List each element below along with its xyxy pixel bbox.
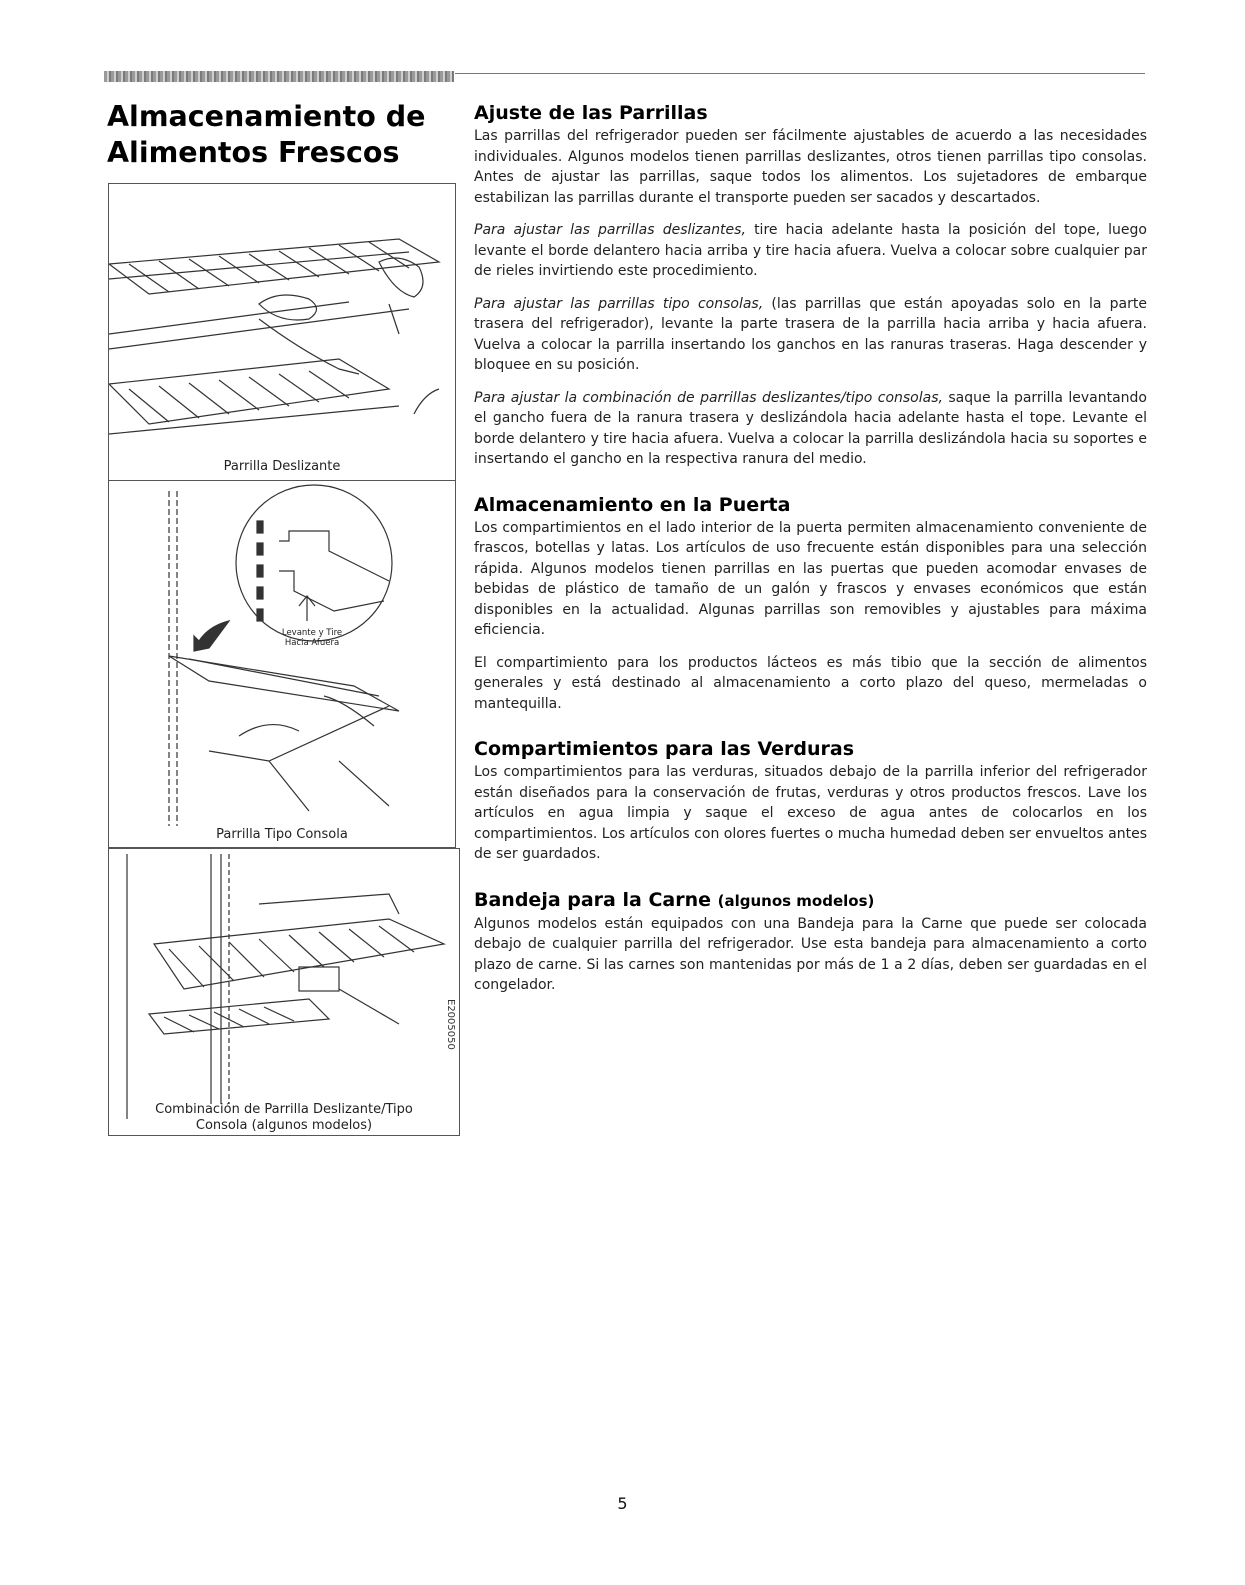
callout-line2: Hacia Afuera xyxy=(284,638,340,648)
paragraph-puerta-1: Los compartimientos en el lado interior de la puerta permiten almacenamiento conveniente de frascos, botellas y latas. Los artículos de uso frecuente están disponibles para una selección rápida. Algunos modelos tienen parrillas en las puertas que pueden acomodar envases de bebidas de plástico de tamaño de un galón y frascos y envases económicos que están disponibles en la actualidad. Algunas parrillas son removibles y ajustables para máxima eficiencia. xyxy=(474,519,1147,638)
heading-verduras: Compartimientos para las Verduras xyxy=(474,738,854,760)
italic-lead-combination: Para ajustar la combinación de parrillas deslizantes/tipo consolas, xyxy=(474,389,943,406)
figure-cantilever-shelf xyxy=(108,480,456,848)
figure-caption-combination-shelf xyxy=(109,1102,459,1134)
figure-combination-shelf xyxy=(108,848,460,1136)
callout-lift-and-pull xyxy=(277,628,347,648)
figure-caption-sliding-shelf: Parrilla Deslizante xyxy=(223,459,341,474)
heading-carne-main: Bandeja para la Carne xyxy=(474,888,711,911)
italic-lead-sliding: Para ajustar las parrillas deslizantes, xyxy=(474,222,746,238)
sliding-shelf-illustration xyxy=(109,184,455,480)
header-rule-band xyxy=(104,71,454,82)
figure-caption-combination-line1: Combinación de Parrilla Deslizante/Tipo xyxy=(155,1102,413,1117)
paragraph-ajuste-2 xyxy=(474,220,1147,282)
page-title-line2: Alimentos Frescos xyxy=(107,136,400,169)
figure-caption-combination-line2: Consola (algunos modelos) xyxy=(195,1118,373,1133)
header-rule-line xyxy=(455,73,1145,74)
heading-ajuste: Ajuste de las Parrillas xyxy=(474,102,708,124)
callout-line1: Levante y Tire xyxy=(281,628,343,638)
combination-shelf-illustration xyxy=(109,849,459,1135)
heading-puerta: Almacenamiento en la Puerta xyxy=(474,493,791,516)
text-combination: saque la parrilla levantando el gancho fuera de la ranura trasera y deslizándola hacia adelante hasta el tope. Levante el borde delantero y tire hacia afuera. Vuelva a colocar la parrilla deslizándola hacia su soportes e insertando el gancho en la respectiva ranura del medio. xyxy=(474,389,1147,467)
figure-sliding-shelf xyxy=(108,183,456,481)
cantilever-shelf-illustration xyxy=(109,481,455,847)
heading-carne-sub: (algunos modelos) xyxy=(717,891,875,910)
paragraph-ajuste-1: Las parrillas del refrigerador pueden ser fácilmente ajustables de acuerdo a las necesidades individuales. Algunos modelos tienen parrillas deslizantes, otros tienen parrillas tipo consolas. Antes de ajustar las parrillas, saque todos los alimentos. Los sujetadores de embarque estabilizan las parrillas durante el transporte pueden ser sacados y descartados. xyxy=(474,128,1147,206)
figure-caption-cantilever-shelf: Parrilla Tipo Consola xyxy=(216,827,348,842)
page-title xyxy=(107,99,447,171)
figure-code: E2005050 xyxy=(445,999,456,1050)
heading-carne xyxy=(474,887,1147,914)
text-cantilever: (las parrillas que están apoyadas solo en la parte trasera del refrigerador), levante la parte trasera de la parrilla hacia arriba y hacia afuera. Vuelva a colocar la parrilla insertando los ganchos en las ranuras traseras. Haga descender y bloquee en su posición. xyxy=(474,295,1147,373)
page-number: 5 xyxy=(617,1494,628,1513)
paragraph-carne-1: Algunos modelos están equipados con una Bandeja para la Carne que puede ser colocada debajo de cualquier parrilla del refrigerador. Use esta bandeja para almacenamiento a corto plazo de carne. Si las carnes son mantenidas por más de 1 a 2 días, deben ser guardadas en el congelador. xyxy=(474,915,1147,993)
paragraph-puerta-2: El compartimiento para los productos lácteos es más tibio que la sección de alimentos generales y está destinado al almacenamiento a corto plazo del queso, mermeladas o mantequilla. xyxy=(474,654,1147,712)
paragraph-verduras-1: Los compartimientos para las verduras, situados debajo de la parrilla inferior del refrigerador están diseñados para la conservación de frutas, verduras y otros productos frescos. Lave los artículos en agua limpia y saque el exceso de agua antes de colocarlos en los compartimientos. Los artículos con olores fuertes o mucha humedad deben ser envueltos antes de ser guardados. xyxy=(474,764,1147,862)
italic-lead-cantilever: Para ajustar las parrillas tipo consolas, xyxy=(474,295,764,312)
paragraph-ajuste-4 xyxy=(474,388,1147,470)
page-title-line1: Almacenamiento de xyxy=(107,100,426,133)
text-sliding: tire hacia adelante hasta la posición del tope, luego levante el borde delantero hacia arriba y tire hacia afuera. Vuelva a colocar sobre cualquier par de rieles invirtiendo este procedimiento. xyxy=(474,222,1147,279)
content-column xyxy=(474,100,1147,996)
paragraph-ajuste-3 xyxy=(474,294,1147,376)
